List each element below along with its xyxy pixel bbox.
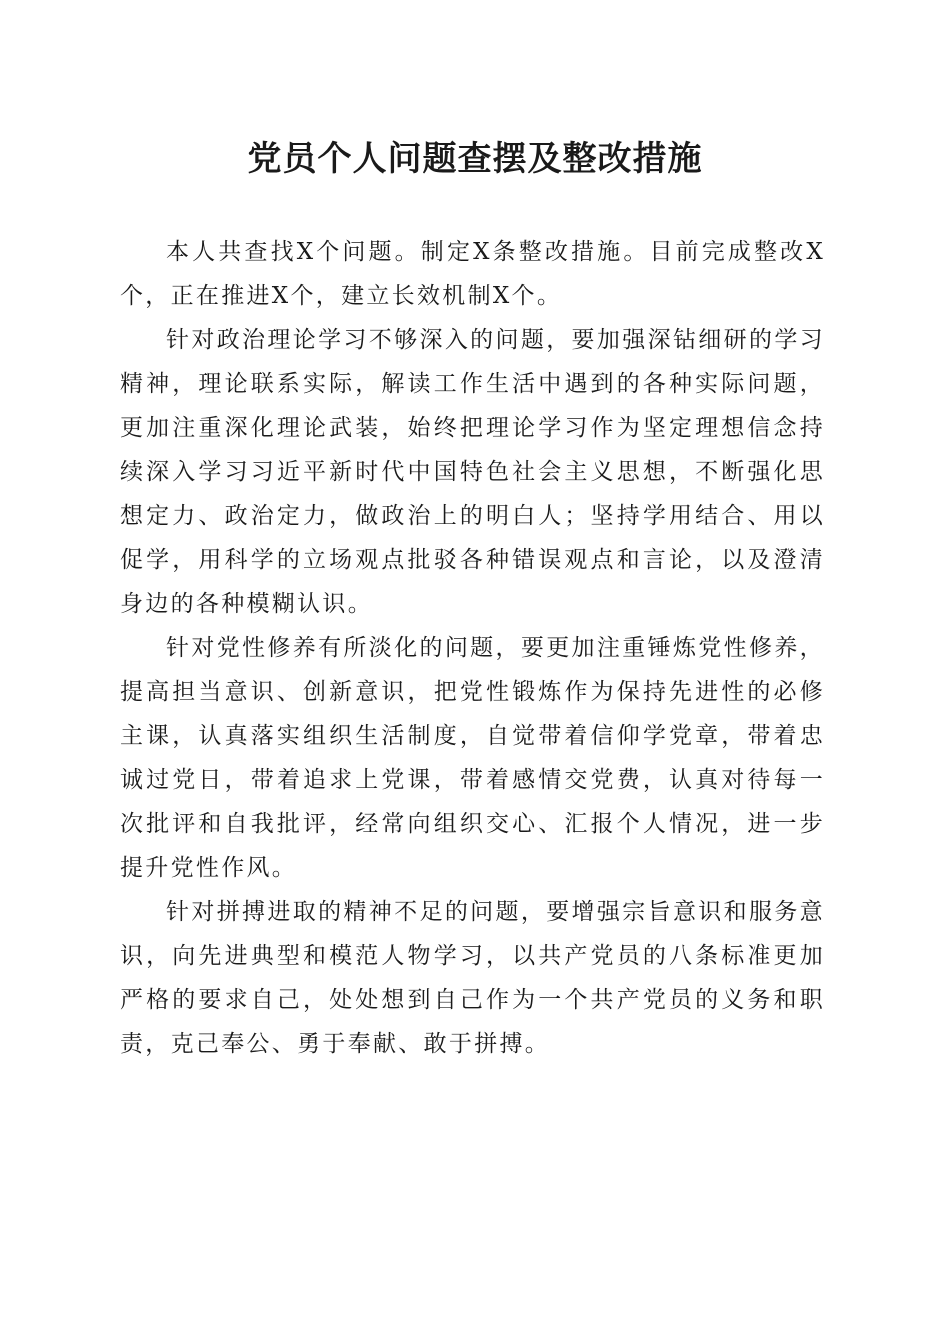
document-body — [120, 230, 825, 1066]
paragraph-political-theory: 针对政治理论学习不够深入的问题，要加强深钻细研的学习精神，理论联系实际，解读工作生活中遇到的各种实际问题，更加注重深化理论武装，始终把理论学习作为坚定理想信念持续深入学习习近平新时代中国特色社会主义思想，不断强化思想定力、政治定力，做政治上的明白人；坚持学用结合、用以促学，用科学的立场观点批驳各种错误观点和言论，以及澄清身边的各种模糊认识。 — [120, 327, 825, 617]
paragraph-summary: 本人共查找X个问题。制定X条整改措施。目前完成整改X个，正在推进X个，建立长效机制X个。 — [120, 239, 825, 309]
paragraph-enterprising-spirit: 针对拼搏进取的精神不足的问题，要增强宗旨意识和服务意识，向先进典型和模范人物学习，以共产党员的八条标准更加严格的要求自己，处处想到自己作为一个共产党员的义务和职责，克己奉公、勇于奉献、敢于拼搏。 — [120, 899, 825, 1057]
document-title: 党员个人问题查摆及整改措施 — [247, 139, 703, 179]
paragraph-party-spirit: 针对党性修养有所淡化的问题，要更加注重锤炼党性修养，提高担当意识、创新意识，把党性锻炼作为保持先进性的必修主课，认真落实组织生活制度，自觉带着信仰学党章，带着忠诚过党日，带着追求上党课，带着感情交党费，认真对待每一次批评和自我批评，经常向组织交心、汇报个人情况，进一步提升党性作风。 — [120, 635, 825, 881]
